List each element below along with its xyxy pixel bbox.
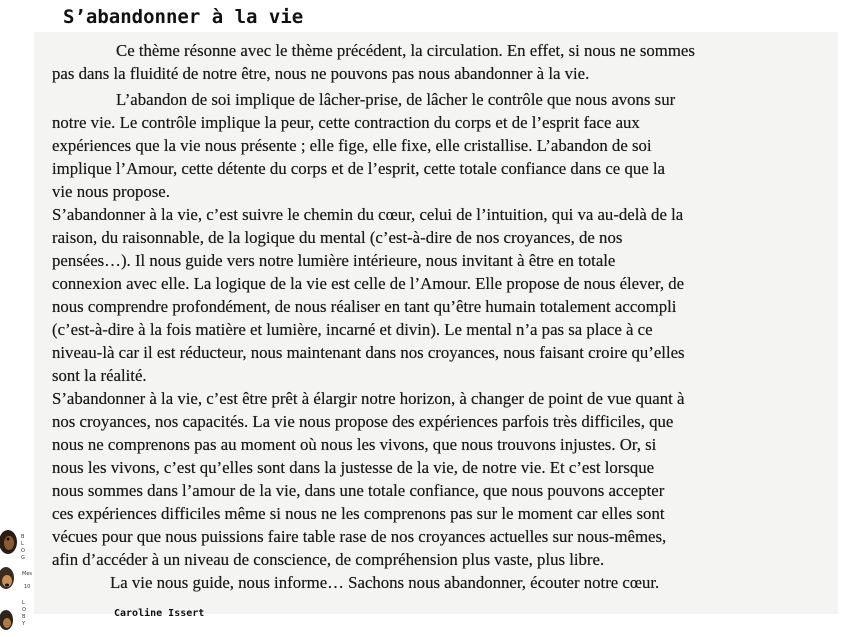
text-line-12: nous comprendre profondément, de nous réaliser en tant qu’être humain totalement accompli — [52, 297, 677, 316]
logo-letter: Y — [22, 621, 26, 627]
text-line-22: vécues pour que nous puissions faire table rase de nos croyances actuelles sur nous-mêmes, — [52, 527, 667, 546]
text-line-16: S’abandonner à la vie, c’est être prêt à élargir notre horizon, à changer de point de vue quant à — [52, 389, 685, 408]
blog-dog-logo — [0, 528, 34, 637]
text-line-14: niveau-là car il est réducteur, nous maintenant dans nos croyances, nous faisant croire qu’elles — [52, 343, 685, 362]
text-line-8: S’abandonner à la vie, c’est suivre le chemin du cœur, celui de l’intuition, qui va au-delà de la — [52, 205, 684, 224]
text-line-7: vie nous propose. — [52, 182, 170, 201]
text-line-17: nos croyances, nos capacités. La vie nous propose des expériences parfois très difficiles, que — [52, 412, 674, 431]
text-line-21: ces expériences difficiles même si nous ne les comprenons pas sur le moment car elles sont — [52, 504, 665, 523]
logo-letter: Mes — [22, 571, 32, 577]
text-line-19: nous les vivons, c’est qu’elles sont dans la justesse de la vie, de notre vie. Et c’est lorsque — [52, 458, 655, 477]
text-line-11: connexion avec elle. La logique de la vie est celle de l’Amour. Elle propose de nous élever, de — [52, 274, 685, 293]
text-line-13: (c’est-à-dire à la fois matière et lumière, incarné et divin). Le mental n’a pas sa place à ce — [52, 320, 653, 339]
logo-letter: O — [21, 548, 25, 554]
text-line-9: raison, du raisonnable, de la logique du mental (c’est-à-dire de nos croyances, de nos — [52, 228, 623, 247]
text-line-18: nous ne comprenons pas au moment où nous les vivons, que nous trouvons injustes. Or, si — [52, 435, 657, 454]
logo-letter: B — [21, 534, 25, 540]
logo-letter: B — [22, 614, 26, 620]
text-line-2: pas dans la fluidité de notre être, nous ne pouvons pas nous abandonner à la vie. — [52, 64, 590, 83]
logo-letter: L — [21, 541, 24, 547]
text-line-6: implique l’Amour, cette détente du corps et de l’esprit, cette totale confiance dans ce que la — [52, 159, 665, 178]
logo-letter: L — [22, 600, 25, 606]
logo-letter: G — [21, 555, 25, 561]
text-line-4: notre vie. Le contrôle implique la peur, cette contraction du corps et de l’esprit face aux — [52, 113, 640, 132]
dog-face-icon — [0, 530, 17, 630]
text-line-20: nous sommes dans l’amour de la vie, dans une totale confiance, que nous pouvons accepter — [52, 481, 665, 500]
text-line-3: L’abandon de soi implique de lâcher-prise, de lâcher le contrôle que nous avons sur — [116, 90, 676, 109]
text-line-15: sont la réalité. — [52, 366, 147, 385]
text-line-1: Ce thème résonne avec le thème précédent, la circulation. En effet, si nous ne sommes — [116, 41, 695, 60]
logo-letter: O — [22, 607, 26, 613]
author-signature: Caroline Issert — [114, 608, 205, 619]
text-line-5: expériences que la vie nous présente ; elle fige, elle fixe, elle cristallise. L’abandon de soi — [52, 136, 652, 155]
text-line-24: La vie nous guide, nous informe… Sachons nous abandonner, écouter notre cœur. — [110, 573, 660, 592]
page-title: S’abandonner à la vie — [63, 6, 304, 28]
logo-letter: 10 — [24, 584, 31, 590]
text-line-10: pensées…). Il nous guide vers notre lumière intérieure, nous invitant à être en totale — [52, 251, 616, 270]
text-line-23: afin d’accéder à un niveau de conscience, de compréhension plus vaste, plus libre. — [52, 550, 605, 569]
